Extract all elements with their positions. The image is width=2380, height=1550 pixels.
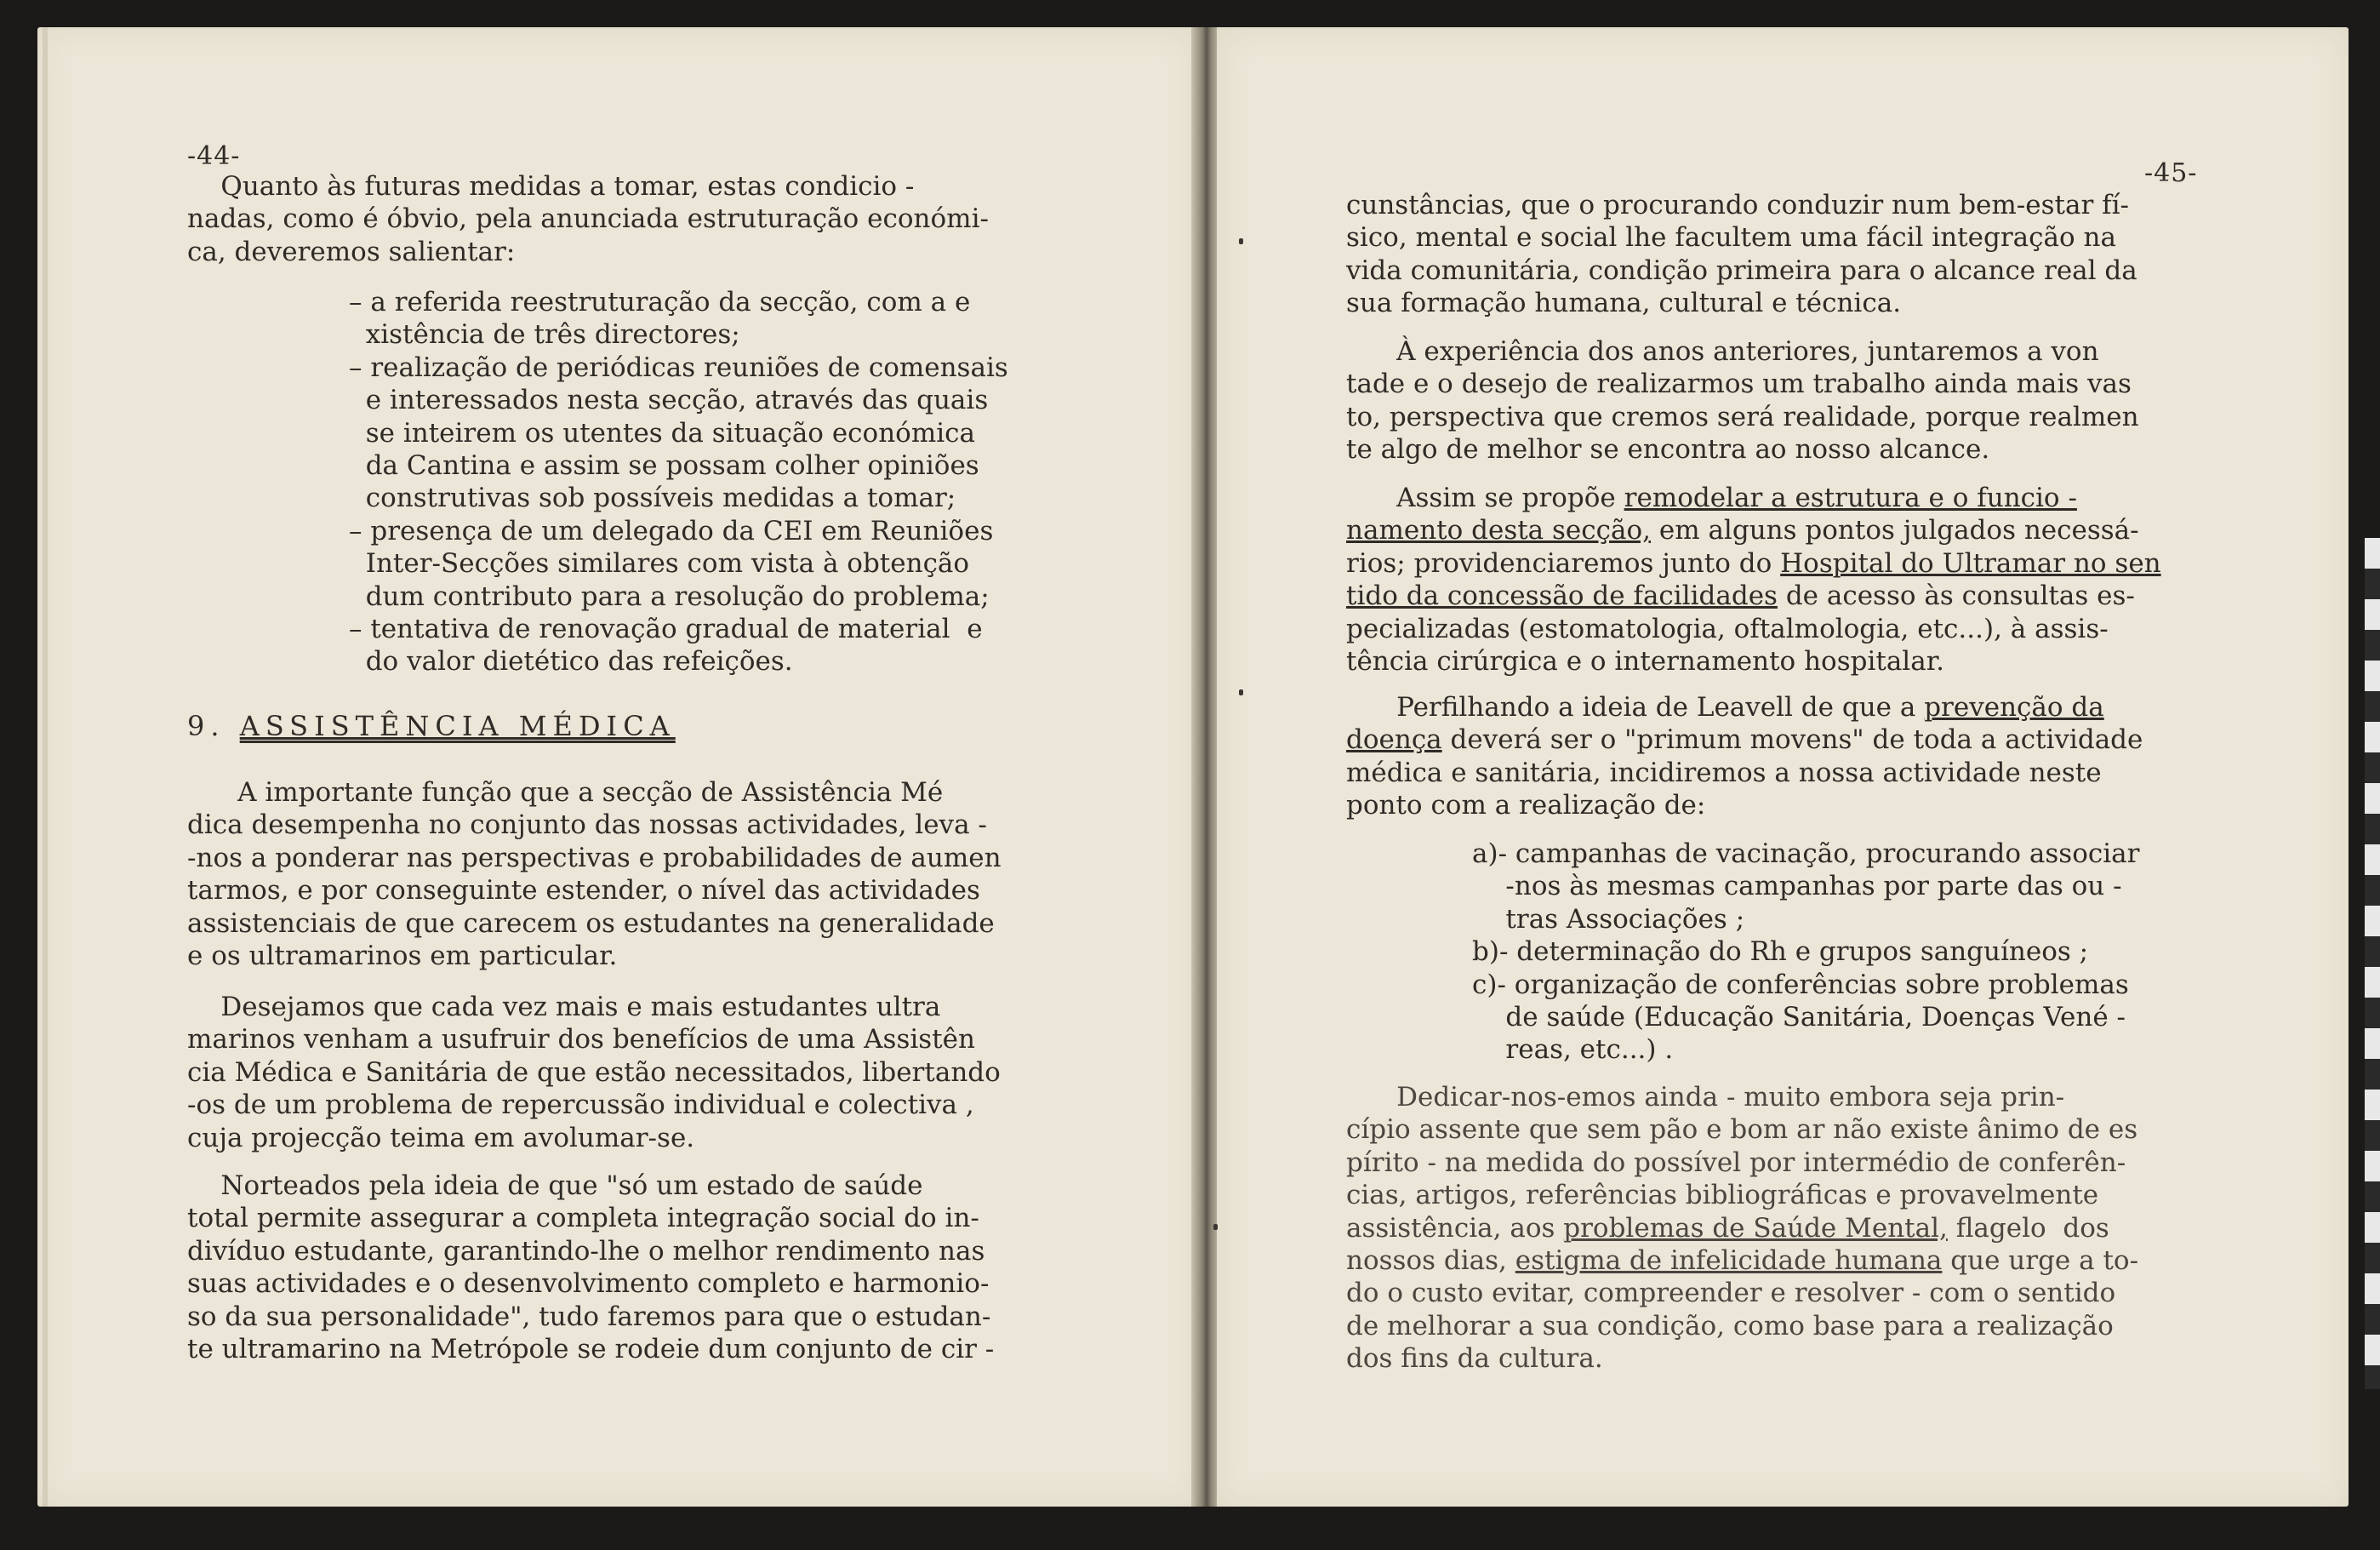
right-paragraph-4 <box>1346 691 2143 822</box>
ink-speck <box>1239 238 1243 244</box>
right-paragraph-5 <box>1346 1081 2138 1376</box>
page-edge <box>43 27 48 1507</box>
right-paragraph-3 <box>1346 482 2161 678</box>
ink-speck <box>1239 689 1243 695</box>
right-list: a)- campanhas de vacinação, procurando associar -nos às mesmas campanhas por parte das ou - tras Associações ; b)- determinação do Rh e grupos sanguíneos ; c)- organização de conferências sobre problemas de saúde (Educação Sanitária, Doenças Vené - reas, etc...) . <box>1472 838 2140 1066</box>
text-span: Dedicar-nos-emos ainda - muito embora seja prin- cípio assente que sem pão e bom ar não existe ânimo de es pírito - na medida do possível por intermédio de conferên- cias, artigos, referências bibliográficas e provavelmente assistência, aos <box>1346 1082 2138 1244</box>
underlined-phrase: Hospital do Ultramar no sen <box>1780 547 2161 579</box>
underlined-phrase: prevenção da <box>1924 692 2104 723</box>
ink-speck <box>1213 1224 1218 1230</box>
underlined-phrase: tido da concessão de facilidades <box>1346 581 1778 612</box>
page-number-right: -45- <box>2144 158 2198 188</box>
page-number-left: -44- <box>187 141 241 171</box>
intro-paragraph: Quanto às futuras medidas a tomar, estas condicio - nadas, como é óbvio, pela anunciada estruturação económi- ca, deveremos salientar: <box>187 171 989 267</box>
section-heading <box>187 710 676 742</box>
right-paragraph-1: cunstâncias, que o procurando conduzir num bem-estar fí- sico, mental e social lhe facultem uma fácil integração na vida comunitária, condição primeira para o alcance real da sua formação humana, cultural e técnica. <box>1346 190 2137 319</box>
text-span: em alguns pontos julgados necessá- rios; providenciaremos junto do <box>1346 515 2139 579</box>
section-title: ASSISTÊNCIA MÉDICA <box>239 710 676 742</box>
medical-paragraph-3: Norteados pela ideia de que "só um estado de saúde total permite assegurar a completa integração social do in- divíduo estudante, garantindo-lhe o melhor rendimento nas suas actividades e o desenvolvimento completo e harmonio- so da sua personalidade", tudo faremos para que o estudan- te ultramarino na Metrópole se rodeie dum conjunto de cir - <box>187 1170 995 1365</box>
underlined-phrase: remodelar a estrutura e o funcio - <box>1624 483 2077 513</box>
measures-list: – a referida reestruturação da secção, com a e xistência de três directores; – realização de periódicas reuniões de comensais e interessados nesta secção, através das quais se inteirem os utentes da situação económica da Cantina e assim se possam colher opiniões construtivas sob possíveis medidas a tomar; – presença de um delegado da CEI em Reuniões Inter-Secções similares com vista à obtenção dum contributo para a resolução do problema; – tentativa de renovação gradual de material e do valor dietético das refeições. <box>349 287 1008 678</box>
text-span: Assim se propõe <box>1346 483 1624 513</box>
underlined-phrase: problemas de Saúde Mental, <box>1563 1212 1948 1244</box>
section-number: 9. <box>187 710 225 742</box>
underlined-phrase: doença <box>1346 724 1442 756</box>
text-span: que urge a to- do o custo evitar, compreender e resolver - com o sentido de melhorar a sua condição, como base para a realização dos fins da cultura. <box>1346 1245 2139 1375</box>
text-span: Perfilhando a ideia de Leavell de que a <box>1346 692 1925 723</box>
medical-paragraph-1: A importante função que a secção de Assistência Mé dica desempenha no conjunto das nossas actividades, leva - -nos a ponderar nas perspectivas e probabilidades de aumen tarmos, e por conseguinte estender, o nível das actividades assistenciais de que carecem os estudantes na generalidade e os ultramarinos em particular. <box>187 777 1002 972</box>
underlined-phrase: namento desta secção, <box>1346 515 1651 546</box>
text-span: flagelo dos nossos dias, <box>1346 1212 2109 1277</box>
text-span: deverá ser o "primum movens" de toda a actividade médica e sanitária, incidiremos a nossa actividade neste ponto com a realização de: <box>1346 724 2143 821</box>
text-span: de acesso às consultas es- pecializadas (estomatologia, oftalmologia, etc...), à assis- tência cirúrgica e o internamento hospitalar. <box>1346 581 2135 678</box>
right-paragraph-2: À experiência dos anos anteriores, juntaremos a von tade e o desejo de realizarmos um trabalho ainda mais vas to, perspectiva que cremos será realidade, porque realmen te algo de melhor se encontra ao nosso alcance. <box>1346 336 2139 466</box>
color-scale-strip <box>2365 538 2380 1389</box>
underlined-phrase: estigma de infelicidade humana <box>1515 1245 1943 1277</box>
medical-paragraph-2: Desejamos que cada vez mais e mais estudantes ultra marinos venham a usufruir dos benefícios de uma Assistên cia Médica e Sanitária de que estão necessitados, libertando -os de um problema de repercussão individual e colectiva , cuja projecção teima em avolumar-se. <box>187 992 1001 1153</box>
